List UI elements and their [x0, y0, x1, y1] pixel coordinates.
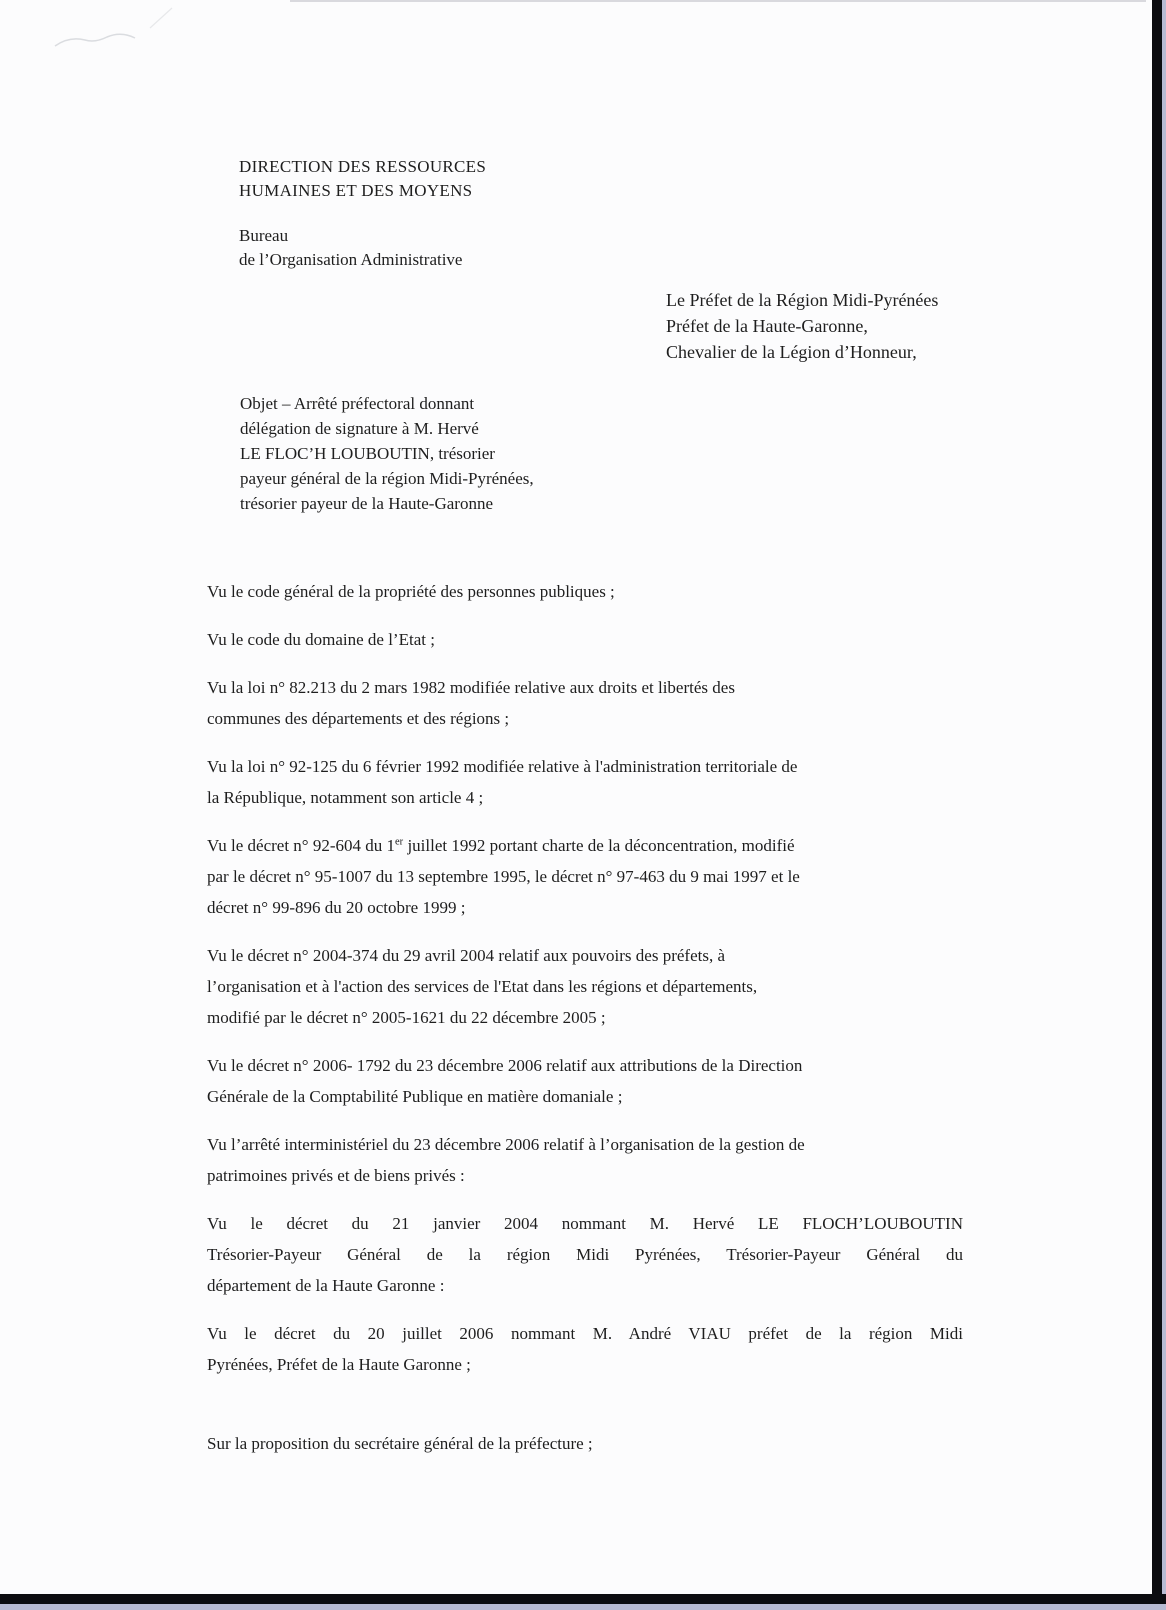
paragraph: [207, 576, 963, 607]
paragraph: [207, 1129, 963, 1191]
text-line: Le Préfet de la Région Midi-Pyrénées: [666, 290, 939, 310]
paragraph: [207, 1428, 963, 1459]
objet-summary: [240, 391, 534, 516]
text-line: [207, 830, 963, 861]
text-line: Vu le décret n° 2004-374 du 29 avril 2004 relatif aux pouvoirs des préfets, à: [207, 946, 725, 965]
superscript-text: er: [395, 836, 404, 848]
paragraph: [207, 1208, 963, 1301]
text-line: Chevalier de la Légion d’Honneur,: [666, 342, 917, 362]
text-line: patrimoines privés et de biens privés :: [207, 1166, 465, 1185]
text-line: Objet – Arrêté préfectoral donnant: [240, 394, 475, 413]
text-line: Bureau: [239, 226, 289, 245]
text-line: DIRECTION DES RESSOURCES: [239, 157, 487, 176]
text-line: département de la Haute Garonne :: [207, 1276, 445, 1295]
text-line: Vu le code du domaine de l’Etat ;: [207, 630, 435, 649]
text-line: Sur la proposition du secrétaire général de la préfecture ;: [207, 1434, 593, 1453]
text-line: HUMAINES ET DES MOYENS: [239, 181, 473, 200]
paragraph: [207, 830, 963, 923]
text-line: de l’Organisation Administrative: [239, 250, 463, 269]
text-line: par le décret n° 95-1007 du 13 septembre 1995, le décret n° 97-463 du 9 mai 1997 et le: [207, 867, 800, 886]
paragraph-list: [207, 576, 963, 1459]
text-line: Vu le décret n° 2006- 1792 du 23 décembre 2006 relatif aux attributions de la Direction: [207, 1056, 803, 1075]
department-heading: [239, 155, 486, 203]
text-line: Vu le code général de la propriété des personnes publiques ;: [207, 582, 615, 601]
scan-edge-right-outer: [1162, 0, 1166, 1610]
paragraph: [207, 1050, 963, 1112]
text-line: trésorier payeur de la Haute-Garonne: [240, 494, 493, 513]
text-line: délégation de signature à M. Hervé: [240, 419, 479, 438]
document-body: [207, 576, 963, 1476]
scan-edge-top: [290, 0, 1146, 2]
text-line: Trésorier-Payeur Général de la région Midi Pyrénées, Trésorier-Payeur Général du: [207, 1245, 963, 1264]
text-line: communes des départements et des régions ;: [207, 709, 510, 728]
text-line: Vu l’arrêté interministériel du 23 décembre 2006 relatif à l’organisation de la gestion de: [207, 1135, 805, 1154]
text-line: Préfet de la Haute-Garonne,: [666, 316, 868, 336]
text-line: Générale de la Comptabilité Publique en matière domaniale ;: [207, 1087, 623, 1106]
text-line: Vu la loi n° 82.213 du 2 mars 1982 modifiée relative aux droits et libertés des: [207, 678, 735, 697]
paragraph: [207, 940, 963, 1033]
paragraph: [207, 751, 963, 813]
issuer-titles: [666, 287, 938, 365]
paragraph: [207, 672, 963, 734]
text-line: payeur général de la région Midi-Pyrénées,: [240, 469, 534, 488]
paragraph: [207, 1318, 963, 1380]
scan-edge-bottom: [0, 1594, 1166, 1604]
text-line: LE FLOC’H LOUBOUTIN, trésorier: [240, 444, 495, 463]
bureau-heading: [239, 224, 462, 272]
pencil-smudge-mark: [40, 0, 240, 70]
scan-edge-bottom-outer: [0, 1604, 1166, 1610]
text-line: l’organisation et à l'action des services de l'Etat dans les régions et départements,: [207, 977, 758, 996]
text-line: Vu le décret du 21 janvier 2004 nommant M. Hervé LE FLOCH’LOUBOUTIN: [207, 1214, 963, 1233]
text-segment: Vu le décret n° 92-604 du 1: [207, 836, 396, 855]
text-line: Vu le décret du 20 juillet 2006 nommant M. André VIAU préfet de la région Midi: [207, 1324, 963, 1343]
text-line: modifié par le décret n° 2005-1621 du 22 décembre 2005 ;: [207, 1008, 606, 1027]
text-segment: juillet 1992 portant charte de la déconcentration, modifié: [403, 836, 795, 855]
text-line: Pyrénées, Préfet de la Haute Garonne ;: [207, 1355, 471, 1374]
paragraph: [207, 624, 963, 655]
scan-edge-right: [1152, 0, 1162, 1610]
text-line: décret n° 99-896 du 20 octobre 1999 ;: [207, 898, 466, 917]
text-line: Vu la loi n° 92-125 du 6 février 1992 modifiée relative à l'administration territoriale de: [207, 757, 798, 776]
text-line: la République, notamment son article 4 ;: [207, 788, 484, 807]
